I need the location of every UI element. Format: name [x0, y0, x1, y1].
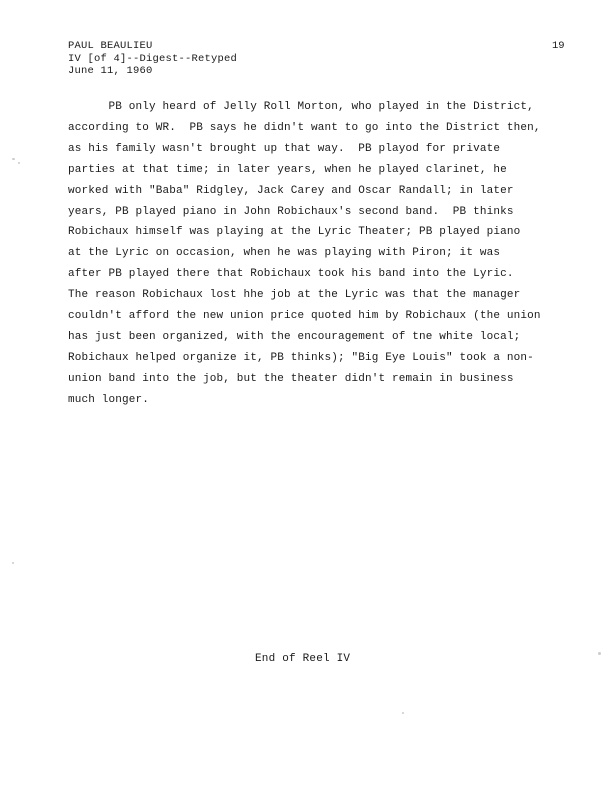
body-line: The reason Robichaux lost hhe job at the Lyric was that the manager: [68, 289, 521, 302]
body-line: as his family wasn't brought up that way. PB playod for private: [68, 142, 501, 155]
scan-speck: [18, 162, 20, 164]
page-number: 19: [552, 40, 565, 52]
scan-speck: [12, 562, 14, 564]
header-interviewee-name: PAUL BEAULIEU: [68, 40, 153, 52]
body-line: parties at that time; in later years, when he played clarinet, he: [68, 163, 507, 176]
body-line: PB only heard of Jelly Roll Morton, who played in the District,: [68, 101, 534, 113]
scan-speck: [598, 652, 601, 655]
body-line: at the Lyric on occasion, when he was playing with Piron; it was: [68, 247, 501, 260]
body-line: much longer.: [68, 393, 150, 406]
body-line: couldn't afford the new union price quoted him by Robichaux (the union: [68, 310, 541, 323]
body-paragraph: [68, 97, 558, 411]
header-reel-info: IV [of 4]--Digest--Retyped: [68, 52, 238, 65]
document-header: [68, 40, 237, 78]
body-line: according to WR. PB says he didn't want to go into the District then,: [68, 121, 541, 134]
body-line: years, PB played piano in John Robichaux's second band. PB thinks: [68, 205, 514, 218]
body-line: has just been organized, with the encouragement of tne white local;: [68, 330, 521, 343]
scan-speck: [12, 158, 15, 160]
body-line: worked with "Baba" Ridgley, Jack Carey and Oscar Randall; in later: [68, 184, 514, 197]
scan-speck: [402, 712, 404, 714]
end-of-reel-note: End of Reel IV: [255, 653, 351, 665]
body-line: Robichaux helped organize it, PB thinks); "Big Eye Louis" took a non-: [68, 351, 534, 364]
body-line: Robichaux himself was playing at the Lyric Theater; PB played piano: [68, 226, 521, 239]
header-date: June 11, 1960: [68, 65, 153, 77]
body-line: union band into the job, but the theater didn't remain in business: [68, 372, 514, 385]
body-line: after PB played there that Robichaux took his band into the Lyric.: [68, 268, 514, 281]
